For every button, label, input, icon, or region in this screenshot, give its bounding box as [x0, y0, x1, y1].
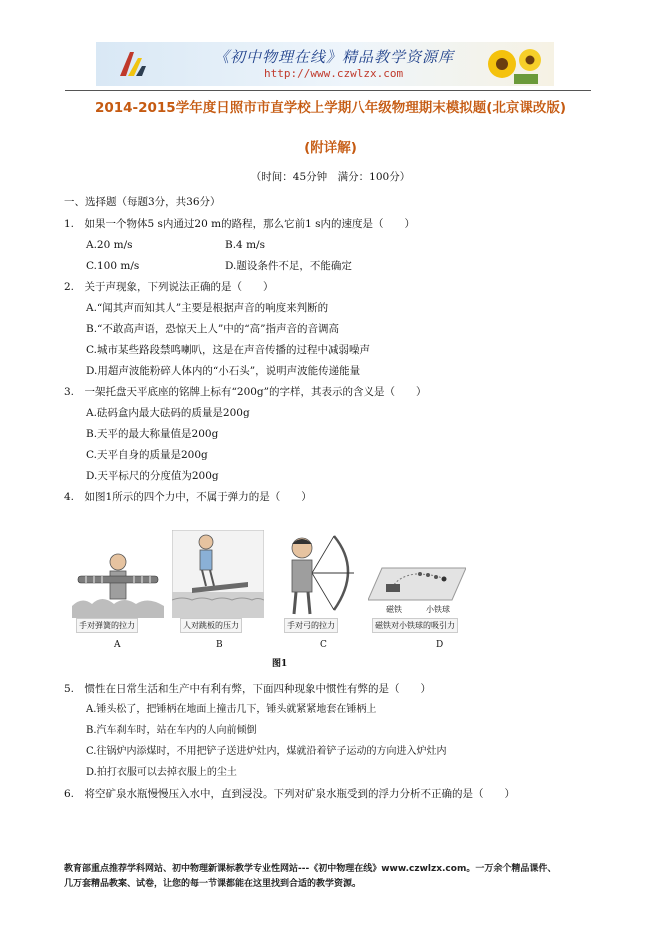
question-3-stem: 3. 一架托盘天平底座的铭牌上标有“200g”的字样，其表示的含义是（ ） — [64, 386, 427, 398]
caption-b: 人对跳板的压力 — [180, 618, 242, 633]
q1-option-b: B.4 m/s — [225, 239, 265, 251]
q1-option-d: D.题设条件不足，不能确定 — [225, 260, 352, 272]
header-rule — [65, 90, 591, 91]
caption-d: 磁铁对小铁球的吸引力 — [372, 618, 458, 633]
magnet-label: 磁铁 — [386, 605, 402, 614]
section-heading: 一、选择题（每题3分，共36分） — [64, 196, 221, 208]
question-1-stem: 1. 如果一个物体5 s内通过20 m的路程，那么它前1 s内的速度是（ ） — [64, 218, 415, 230]
q2-option-c: C.城市某些路段禁鸣喇叭，这是在声音传播的过程中减弱噪声 — [86, 344, 370, 356]
header-banner — [96, 42, 554, 86]
magnet-ball-illustration — [368, 564, 466, 618]
q3-option-b: B.天平的最大称量值是200g — [86, 428, 219, 440]
figure-letter-a: A — [114, 640, 121, 650]
page-footer — [64, 862, 604, 892]
figure-letter-c: C — [320, 640, 327, 650]
q5-option-c: C.往锅炉内添煤时，不用把铲子送进炉灶内，煤就沿着铲子运动的方向进入炉灶内 — [86, 746, 447, 757]
bow-pull-illustration — [274, 530, 358, 618]
q1-option-a: A.20 m/s — [86, 239, 133, 251]
footer-line-2: 几万套精品教案、试卷，让您的每一节课都能在这里找到合适的教学资源。 — [64, 879, 362, 889]
question-4-stem: 4. 如图1所示的四个力中，不属于弹力的是（ ） — [64, 491, 312, 503]
q2-option-a: A.“闻其声而知其人”主要是根据声音的响度来判断的 — [86, 302, 329, 314]
figure-1 — [68, 530, 468, 670]
diving-board-illustration — [172, 530, 264, 618]
figure-letter-b: B — [216, 640, 223, 650]
q5-option-a: A.锤头松了，把锤柄在地面上撞击几下，锤头就紧紧地套在锤柄上 — [86, 704, 377, 715]
spring-pull-illustration — [72, 546, 164, 618]
footer-line-1: 教育部重点推荐学科网站、初中物理新课标教学专业性网站---《初中物理在线》www.czwlzx.com。一万余个精品课件、 — [64, 864, 557, 874]
q3-option-a: A.砝码盒内最大砝码的质量是200g — [86, 407, 250, 419]
site-logo-icon — [116, 48, 148, 80]
caption-c: 手对弓的拉力 — [284, 618, 338, 633]
q1-option-c: C.100 m/s — [86, 260, 140, 272]
caption-a: 手对弹簧的拉力 — [76, 618, 138, 633]
sunflower-icon — [480, 44, 550, 84]
exam-meta: （时间：45分钟 满分：100分） — [250, 171, 411, 183]
q2-option-b: B.“不敢高声语，恐惊天上人”中的“高”指声音的音调高 — [86, 323, 340, 335]
page-subtitle: (附详解) — [304, 140, 357, 156]
q5-option-b: B.汽车刹车时，站在车内的人向前倾倒 — [86, 725, 257, 736]
iron-ball-label: 小铁球 — [426, 605, 450, 614]
question-2-stem: 2. 关于声现象，下列说法正确的是（ ） — [64, 281, 274, 293]
question-5-stem: 5. 惯性在日常生活和生产中有利有弊，下面四种现象中惯性有弊的是（ ） — [64, 683, 432, 695]
question-6-stem: 6. 将空矿泉水瓶慢慢压入水中，直到浸没。下列对矿泉水瓶受到的浮力分析不正确的是（ ） — [64, 788, 516, 800]
figure-letter-d: D — [436, 640, 444, 650]
q3-option-c: C.天平自身的质量是200g — [86, 449, 208, 461]
banner-url[interactable]: http://www.czwlzx.com — [264, 67, 404, 80]
page-title: 2014-2015学年度日照市市直学校上学期八年级物理期末模拟题(北京课改版) — [94, 100, 567, 116]
figure-label: 图1 — [272, 659, 288, 669]
q3-option-d: D.天平标尺的分度值为200g — [86, 470, 219, 482]
q5-option-d: D.拍打衣服可以去掉衣服上的尘土 — [86, 767, 237, 778]
q2-option-d: D.用超声波能粉碎人体内的“小石头”，说明声波能传递能量 — [86, 365, 361, 377]
banner-title: 《初中物理在线》精品教学资源库 — [214, 48, 455, 66]
